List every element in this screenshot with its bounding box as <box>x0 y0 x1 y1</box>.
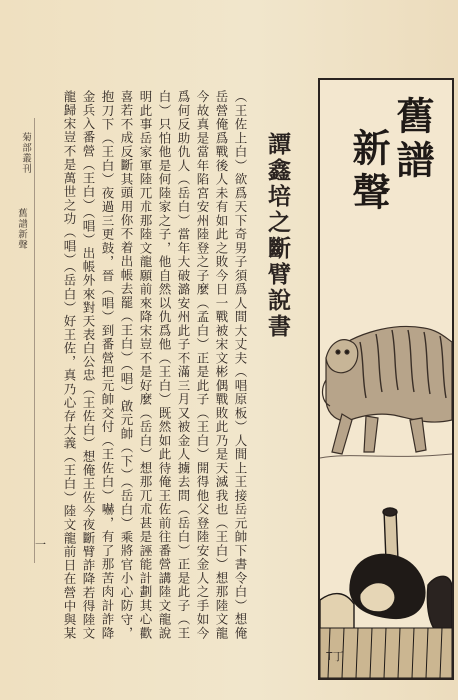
column-title-line-1: 舊譜 <box>390 96 435 184</box>
illustration-panel <box>318 78 454 680</box>
margin-rule <box>34 118 35 563</box>
column-title-line-2: 新聲 <box>346 128 391 216</box>
ground-line <box>320 454 452 458</box>
margin-section-title: 舊譜新聲 <box>16 208 27 250</box>
article-body: （王佐上白）欲爲天下奇男子須爲人間大丈夫（唱原板）人間上王接岳元帥下書令白）想俺岳營俺爲戰後人未有如此之敗今日一戰被宋文彬偶戰敗此乃是天滅我也（王白）想那陸文龍今故真是當年陷宮安州陸登之子麼（孟白）正是此子（王白）開得他父登陸安金人之手如今爲何反助仇人（岳白）當年大破潞安州此子不滿三月又被金人擄去問（岳白）正是此子（王白）只怕他是何陸家之子，他自然以仇爲他（王白）既然如此待俺王佐前往番營講陸文龍說明此事岳家軍陸兀朮那陸文龍願前來降宋豈不是好麼（岳白）想那兀朮甚是誣能計劃其心歡喜若不成反斷其頭用你不着出帳去罷（王白）（唱）啟元帥（下）（岳白）乘將官小心防守，抱刀下（王白）夜過三更鼓，晉（唱）到番營把元帥交付（王佐白）嚇，有了那苦肉計詐降金兵入番營（王白）（唱）出帳外來對天表白公忠（王佐白）想俺王佐今夜斷臂詐降若得陸文龍歸宋豈不是萬世之功（唱）（岳白）好王佐，真乃心存大義（王白）陸文龍前日在營中與某 <box>62 90 248 640</box>
man-figure <box>320 508 452 640</box>
tiger-figure <box>323 327 452 454</box>
artist-signature: T丁 <box>326 650 344 663</box>
margin-series-title: 菊部叢刊 <box>20 132 31 174</box>
article-title: 譚鑫培之斷臂說書 <box>264 132 291 340</box>
page-number: 一 <box>35 538 46 551</box>
